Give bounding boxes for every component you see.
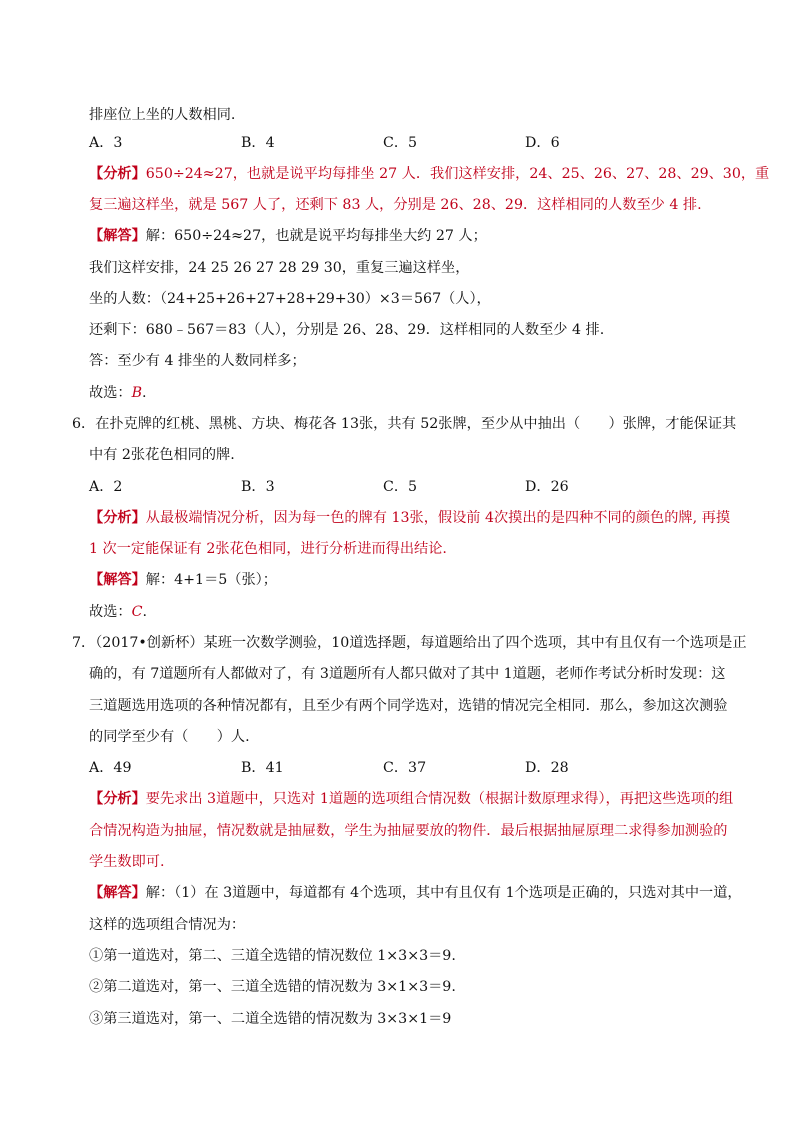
option-c[interactable]: C．37: [383, 760, 427, 776]
q6-analysis-line: 1 次一定能保证有 2张花色相同，进行分析进而得出结论.: [89, 541, 447, 557]
q7-analysis-line: [89, 790, 733, 808]
q7-answer-line: 这样的选项组合情况为：: [89, 917, 246, 933]
q6-answer-line: [89, 571, 277, 589]
question-text: 在扑克牌的红桃、黑桃、方块、梅花各 13张，共有 52张牌，至少从中抽出（ ）张牌，才能保证其: [95, 416, 737, 432]
option-c[interactable]: C．5: [383, 479, 418, 495]
question-number: 6．: [72, 416, 96, 432]
q7-answer-line: ③第三道选对，第一、二道全选错的情况数为 3×3×1＝9: [89, 1011, 452, 1027]
analysis-tag: 【分析】: [89, 791, 146, 807]
q7-stem-line: 确的，有 7道题所有人都做对了，有 3道题所有人都只做对了其中 1道题，老师作考试分析时发现：这: [89, 666, 726, 682]
choose-value: C: [131, 604, 143, 620]
answer-tag: 【解答】: [89, 228, 146, 244]
option-a[interactable]: A．49: [89, 760, 132, 776]
q6-analysis-line: [89, 509, 730, 527]
q6-stem-line: [72, 415, 736, 433]
option-b[interactable]: B．3: [241, 479, 275, 495]
choose-suffix: .: [142, 604, 147, 620]
analysis-tag: 【分析】: [89, 166, 146, 182]
question-text: （2017•创新杯）某班一次数学测验，10道选择题，每道题给出了四个选项，其中有且仅有一个选项是正: [95, 635, 747, 651]
q5-options: [89, 134, 709, 152]
q6-choose-line: [89, 603, 147, 621]
q7-answer-line: ①第一道选对，第二、三道全选错的情况数位 1×3×3＝9.: [89, 948, 456, 964]
answer-text: 解：4+1＝5（张）；: [145, 572, 277, 588]
q5-answer-line: 还剩下：680﹣567＝83（人），分别是 26、28、29．这样相同的人数至少 4 排.: [89, 322, 605, 338]
q7-answer-line: ②第二道选对，第一、三道全选错的情况数为 3×1×3＝9.: [89, 979, 456, 995]
answer-tag: 【解答】: [89, 572, 146, 588]
answer-tag: 【解答】: [89, 885, 146, 901]
q5-answer-line: 答：至少有 4 排坐的人数同样多；: [89, 353, 306, 369]
option-b[interactable]: B．41: [241, 760, 284, 776]
analysis-tag: 【分析】: [89, 510, 146, 526]
q6-options: [89, 478, 709, 496]
option-d[interactable]: D．26: [525, 479, 569, 495]
choose-suffix: .: [142, 385, 147, 401]
q7-options: [89, 759, 709, 777]
option-a[interactable]: A．2: [89, 479, 123, 495]
q5-choose-line: [89, 384, 147, 402]
analysis-text: 650÷24≈27，也就是说平均每排坐 27 人．我们这样安排，24、25、26、27、28、29、30，重: [145, 166, 770, 182]
q6-stem-line: 中有 2张花色相同的牌.: [89, 447, 235, 463]
q7-analysis-line: 合情况构造为抽屉，情况数就是抽屉数，学生为抽屉要放的物件．最后根据抽屉原理二求得参加测验的: [89, 823, 728, 839]
q5-analysis-line: 复三遍这样坐，就是 567 人了，还剩下 83 人，分别是 26、28、29．这样相同的人数至少 4 排.: [89, 197, 702, 213]
answer-text: 解：（1）在 3道题中，每道都有 4个选项，其中有且仅有 1个选项是正确的，只选对其中一道，: [145, 885, 742, 901]
q5-answer-line: [89, 227, 487, 245]
q5-analysis-line: [89, 165, 769, 183]
option-b[interactable]: B．4: [241, 135, 275, 151]
choose-prefix: 故选：: [89, 385, 132, 401]
q7-answer-line: [89, 884, 742, 902]
q7-analysis-line: 学生数即可.: [89, 854, 165, 870]
answer-text: 解：650÷24≈27，也就是说平均每排坐大约 27 人；: [145, 228, 487, 244]
analysis-text: 要先求出 3道题中，只选对 1道题的选项组合情况数（根据计数原理求得），再把这些选项的组: [145, 791, 734, 807]
option-d[interactable]: D．28: [525, 760, 569, 776]
q5-answer-line: 我们这样安排，24 25 26 27 28 29 30，重复三遍这样坐，: [89, 260, 470, 276]
option-d[interactable]: D．6: [525, 135, 560, 151]
q7-stem-line: 三道题选用选项的各种情况都有，且至少有两个同学选对，选错的情况完全相同．那么，参加这次测验: [89, 698, 728, 714]
continuation-line: 排座位上坐的人数相同.: [89, 107, 236, 123]
choose-prefix: 故选：: [89, 604, 132, 620]
q5-answer-line: 坐的人数：（24+25+26+27+28+29+30）×3＝567（人），: [89, 291, 491, 307]
option-c[interactable]: C．5: [383, 135, 418, 151]
option-a[interactable]: A．3: [89, 135, 123, 151]
question-number: 7．: [72, 635, 96, 651]
choose-value: B: [131, 385, 143, 401]
q7-stem-line: 的同学至少有（ ）人.: [89, 729, 250, 745]
q7-stem-line: [72, 634, 747, 652]
analysis-text: 从最极端情况分析，因为每一色的牌有 13张，假设前 4次摸出的是四种不同的颜色的牌, 再摸: [145, 510, 731, 526]
